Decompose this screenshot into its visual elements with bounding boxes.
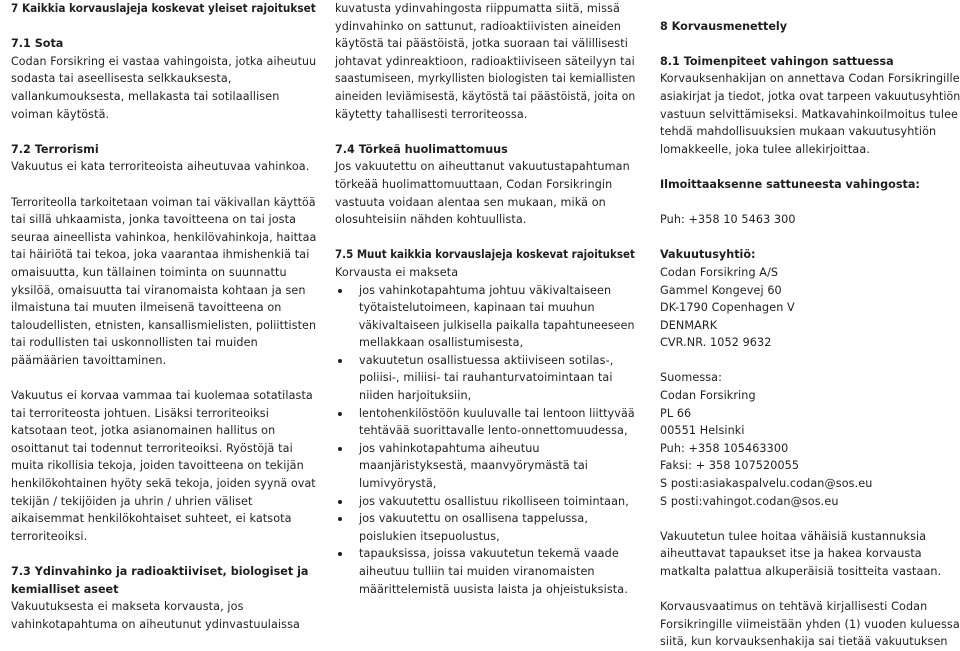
para-line: Terroriteolla tarkoitetaan voiman tai väkivallan käyttöä: [11, 195, 316, 209]
list-item-cont: määrittelemistä uusista laista ja ohjeistuksista.: [359, 582, 628, 596]
para-line: lomakkeelle, joka tulee allekirjoittaa.: [660, 142, 870, 156]
para-line: tekijän / tekijöiden ja uhrin / uhrien väliset: [11, 494, 253, 508]
address-line: Gammel Kongevej 60: [660, 283, 782, 297]
para-line: tai rodullisten tai uskonnollisten tai muiden: [11, 336, 258, 350]
address-line: Codan Forsikring: [660, 389, 756, 403]
email-line: S posti:vahingot.codan@sos.eu: [660, 494, 839, 508]
para-line: vahinkotapahtuma on aiheutunut ydinvastuulaissa: [11, 617, 300, 631]
column-2: [335, 0, 635, 598]
para-line: terroriteoiksi.: [11, 529, 88, 543]
list-item-cont: niiden harjoituksiin,: [359, 389, 472, 403]
address-line: DK-1790 Copenhagen V: [660, 301, 795, 315]
para-line: aikaisemmat henkilökohtaiset suhteet, ei katsota: [11, 512, 292, 526]
list-item: lentohenkilöstöön kuuluvalle tai lentoon liittyvää: [335, 405, 633, 423]
para-line: omaisuutta, kun tällainen toiminta on suunnattu: [11, 265, 287, 279]
para-line: muita rikollisia tekoja, joiden tavoitteena on tekijän: [11, 459, 304, 473]
para-line: kuvatusta ydinvahingosta riippumatta siitä, missä: [335, 2, 620, 15]
para-line: ydinvahinko on sattunut, radioaktiivisten aineiden: [335, 19, 621, 33]
list-item: jos vahinkotapahtuma aiheutuu: [335, 440, 635, 458]
section-7-3-heading: 7.3 Ydinvahinko ja radioaktiiviset, biologiset ja: [11, 565, 309, 578]
para-line: aineiden leviämisestä, käytöstä tai päästöistä, joita on: [335, 89, 636, 103]
insurer-label: Vakuutusyhtiö:: [660, 248, 756, 262]
list-item-cont: poliisi-, miliisi- tai rauhanturvatoimintaan tai: [359, 371, 613, 385]
para-line: Vakuutuksesta ei makseta korvausta, jos: [11, 600, 244, 614]
para-line: yksilöä, omaisuutta tai viranomaista kohtaan ja sen: [11, 283, 306, 297]
para-line: törkeää huolimattomuuttaan, Codan Forsikringin: [335, 177, 613, 191]
section-7-1-heading: 7.1 Sota: [11, 37, 64, 51]
email-line: S posti:asiakaspalvelu.codan@sos.eu: [660, 477, 873, 491]
para-line: osoittanut tai todennut terroriteoiksi. Ryöstöjä tai: [11, 441, 293, 455]
para-line: olosuhteisiin nähden kohtuullista.: [335, 213, 527, 227]
para-line: matkalta palattua alkuperäisiä tositteita vastaan.: [660, 565, 942, 578]
para-line: Vakuutus ei kata terroriteoista aiheutuvaa vahinkoa.: [11, 160, 310, 174]
list-item-cont: työtaistelutoimeen, kapinaan tai muuhun: [359, 301, 595, 315]
bullet-icon: [338, 517, 342, 521]
list-item: tapauksissa, joissa vakuutetun tekemä vaade: [335, 545, 635, 563]
para-line: Codan Forsikring ei vastaa vahingoista, jotka aiheutuu: [11, 54, 317, 68]
column-1: [11, 0, 316, 633]
para-line: katsotaan teot, jotka asianomainen hallitus on: [11, 424, 276, 438]
para-line: käytöstä tai päästöistä, jotka suoraan tai välillisesti: [335, 37, 628, 51]
list-item-cont: maanjäristyksestä, maanvyörymästä tai: [359, 459, 589, 473]
address-line: Codan Forsikring A/S: [660, 265, 779, 279]
para-line: Vakuutetun tulee hoitaa vähäisiä kustannuksia: [660, 529, 927, 543]
para-line: Jos vakuutettu on aiheuttanut vakuutustapahtuman: [335, 160, 630, 174]
section-8-1-heading: 8.1 Toimenpiteet vahingon sattuessa: [660, 54, 894, 68]
para-line: käytetty tahallisesti terroriteossa.: [335, 107, 528, 121]
para-line: voiman käytöstä.: [11, 107, 110, 121]
section-7-2-heading: 7.2 Terrorismi: [11, 142, 99, 156]
bullet-icon: [338, 412, 342, 416]
para-line: seuraa aineellista vahinkoa, henkilövahinkoja, haittaa: [11, 230, 317, 244]
section-7-heading: 7 Kaikkia korvauslajeja koskevat yleiset rajoitukset: [11, 2, 316, 15]
para-line: johtavat ydinreaktioon, radioaktiiviseen säteilyyn tai: [335, 54, 635, 68]
list-item-cont: poislukien itsepuolustus,: [359, 529, 500, 543]
para-line: päämäärien tavoittaminen.: [11, 353, 167, 367]
list-item: jos vakuutettu on osallisena tappelussa,: [335, 510, 635, 528]
bullet-icon: [338, 447, 342, 451]
list-item-cont: mellakkaan osallistumisesta,: [359, 336, 524, 350]
para-line: siitä, kun korvauksenhakija sai tietää vakuutuksen: [660, 635, 948, 649]
para-line: vastuun selvittämiseksi. Matkavahinkoilmoitus tulee: [660, 107, 959, 121]
address-line: Faksi: + 358 107520055: [660, 459, 800, 473]
list-item-cont: aiheutuu tulliin tai muiden viranomaisten: [359, 565, 595, 578]
para-line: Forsikringille viimeistään yhden (1) vuoden kuluessa: [660, 617, 960, 631]
list-item: jos vahinkotapahtuma johtuu väkivaltaiseen: [335, 282, 635, 300]
para-line: tai häiriötä tai tekoa, joka vaarantaa ihmishenkiä tai: [11, 248, 310, 262]
address-line: PL 66: [660, 406, 692, 420]
address-line: CVR.NR. 1052 9632: [660, 336, 772, 350]
bullet-icon: [338, 552, 342, 556]
bullet-icon: [338, 359, 342, 363]
para-line: taloudellisten, etnisten, kansallismielisten, poliittisten: [11, 318, 317, 332]
address-line: 00551 Helsinki: [660, 424, 745, 438]
list-item-cont: väkivaltaiseen julkisella paikalla tapahtuneeseen: [358, 318, 635, 332]
para-line: Vakuutus ei korvaa vammaa tai kuolemaa sotatilasta: [11, 389, 313, 403]
bullet-icon: [338, 289, 342, 293]
para-line: ilmaistuna tai muuten ilmeisenä tavoitteena on: [11, 301, 282, 315]
address-line: Puh: +358 105463300: [660, 441, 789, 455]
section-7-3-heading-cont: kemialliset aseet: [11, 582, 119, 596]
section-8-heading: 8 Korvausmenettely: [660, 19, 788, 33]
list-item-cont: lumivyörystä,: [359, 477, 437, 491]
para-line: aiheuttavat tapaukset itse ja hakea korvausta: [660, 547, 922, 561]
para-line: vallankumouksesta, mellakasta tai sotilaallisen: [11, 89, 280, 103]
list-item: jos vakuutettu osallistuu rikolliseen toimintaan,: [335, 493, 635, 511]
address-line: Suomessa:: [660, 371, 722, 385]
section-7-4-heading: 7.4 Törkeä huolimattomuus: [335, 142, 508, 156]
para-line: tehdä mahdollisuuksien mukaan vakuutusyhtiön: [660, 125, 937, 139]
column-3: [660, 0, 960, 651]
para-line: Korvausvaatimus on tehtävä kirjallisesti Codan: [660, 600, 928, 614]
address-line: DENMARK: [660, 318, 718, 332]
para-line: tai terroriteosta johtuen. Lisäksi terroriteoiksi: [11, 406, 269, 420]
list-item: vakuutetun osallistuessa aktiiviseen sotilas-,: [335, 352, 635, 370]
phone-number: Puh: +358 10 5463 300: [660, 213, 796, 227]
para-line: Korvauksenhakijan on annettava Codan Forsikringille: [660, 72, 960, 86]
para-line: tai sillä uhkaamista, jonka tavoitteena on tai josta: [11, 213, 297, 227]
bullet-icon: [338, 500, 342, 504]
para-line: Korvausta ei makseta: [335, 265, 459, 279]
para-line: vastuuta voidaan alentaa sen mukaan, mikä on: [335, 195, 606, 209]
para-line: henkilökohtainen hyöty sekä tekoja, joiden syynä ovat: [11, 477, 316, 491]
notify-label: Ilmoittaaksenne sattuneesta vahingosta:: [660, 177, 920, 191]
list-item-cont: tehtävää suorittavalle lento-onnettomuudessa,: [359, 424, 628, 438]
section-7-5-heading: 7.5 Muut kaikkia korvauslajeja koskevat rajoitukset: [335, 248, 635, 262]
para-line: asiakirjat ja tiedot, jotka ovat tarpeen vakuutusyhtiön: [660, 89, 960, 103]
para-line: sodasta tai aseellisesta selkkauksesta,: [11, 72, 232, 86]
para-line: saastumiseen, myrkyllisten biologisten tai kemiallisten: [335, 72, 636, 86]
